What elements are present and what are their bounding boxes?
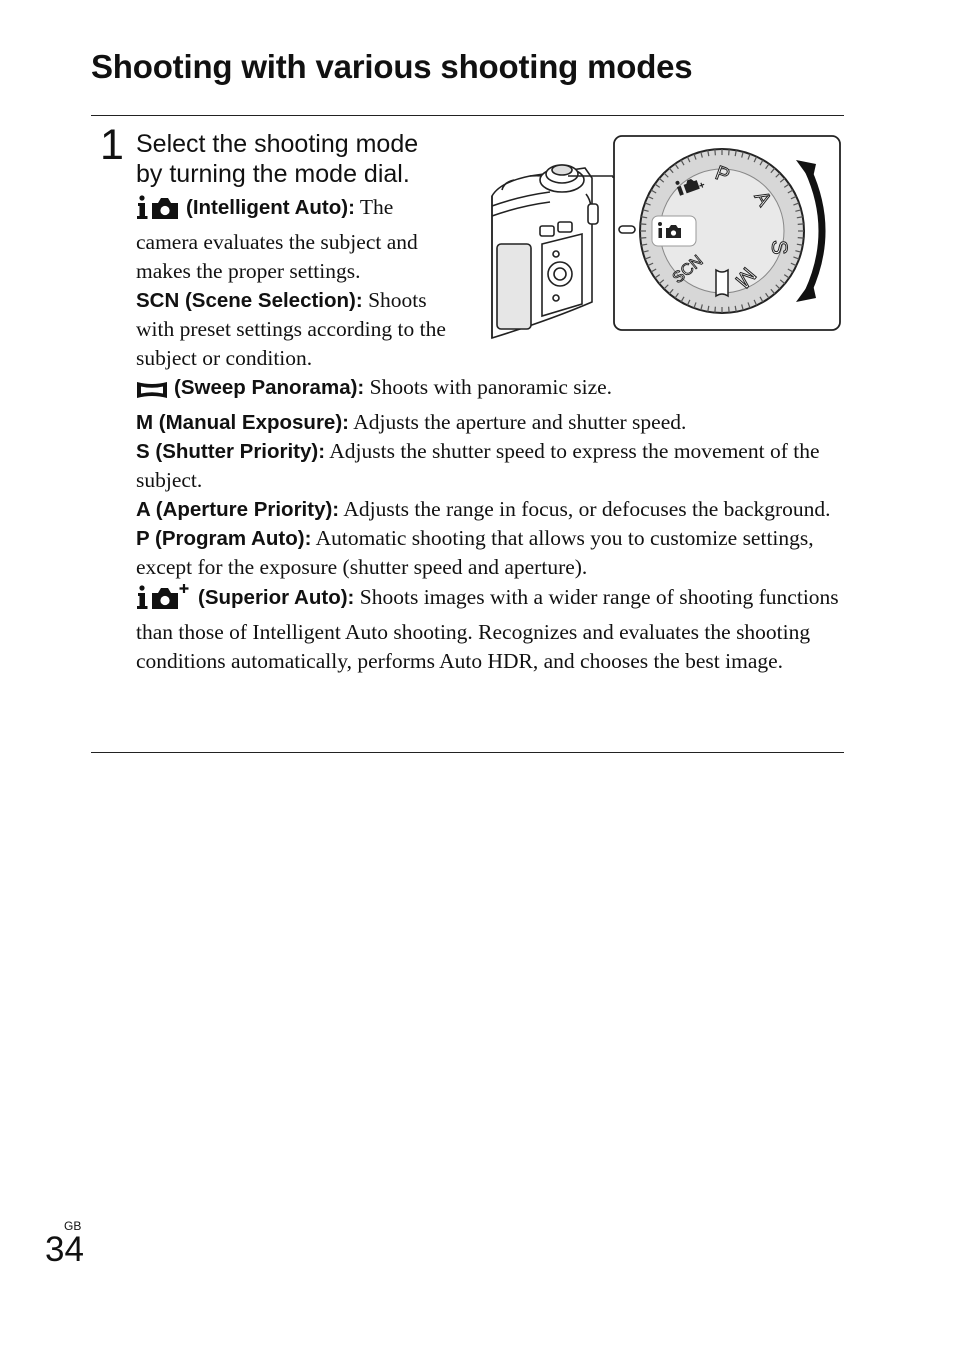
mode-label: (Intelligent Auto):: [186, 196, 355, 219]
region-code: GB: [64, 1219, 82, 1233]
mode-shutter-priority: [136, 437, 846, 495]
mode-scene-selection: [136, 286, 456, 373]
mode-aperture-priority: [136, 495, 846, 524]
mode-program-auto: [136, 524, 846, 582]
intelligent-auto-icon: [136, 194, 180, 228]
dial-sweep-panorama-icon: [716, 270, 728, 296]
mode-label: A (Aperture Priority):: [136, 498, 340, 521]
mode-text: Shoots with preset settings according to the subject or condition.: [136, 288, 446, 370]
dial-label-m: M: [730, 262, 762, 293]
bottom-rule: [91, 752, 844, 753]
step-line-2: by turning the mode dial.: [136, 160, 410, 188]
sweep-panorama-icon: [136, 379, 168, 408]
mode-dial-illustration: [490, 134, 842, 340]
mode-label: S (Shutter Priority):: [136, 440, 326, 463]
step-instruction: [136, 129, 476, 189]
dial-label-scn: SCN: [669, 252, 707, 288]
mode-text: Shoots images with a wider range of shooting functions than those of Intelligent Auto shooting. Recognizes and evaluates the shooting conditions automatically, performs Auto HDR, and chooses the best image.: [136, 585, 839, 673]
step-line-1: Select the shooting mode: [136, 130, 419, 158]
mode-label: SCN (Scene Selection):: [136, 289, 363, 312]
mode-label: M (Manual Exposure):: [136, 411, 349, 434]
mode-label: P (Program Auto):: [136, 527, 312, 550]
mode-label: (Sweep Panorama):: [174, 376, 365, 399]
mode-text: Automatic shooting that allows you to customize settings, except for the exposure (shutter speed and aperture).: [136, 526, 814, 579]
mode-text: Adjusts the aperture and shutter speed.: [353, 410, 687, 434]
mode-text: Adjusts the shutter speed to express the movement of the subject.: [136, 439, 820, 492]
dial-label-p: P: [712, 162, 733, 188]
mode-sweep-panorama: [136, 373, 846, 408]
dial-label-a: A: [749, 187, 776, 211]
mode-label: (Superior Auto):: [198, 586, 355, 609]
page-title: Shooting with various shooting modes: [91, 48, 693, 85]
mode-intelligent-auto: [136, 193, 456, 286]
mode-text: Shoots with panoramic size.: [369, 375, 613, 399]
page-number: 34: [45, 1230, 84, 1269]
superior-auto-icon: [136, 582, 192, 618]
step-number: 1: [100, 121, 124, 169]
mode-manual-exposure: [136, 408, 846, 437]
camera-body: [492, 165, 598, 338]
mode-text: The camera evaluates the subject and makes the proper settings.: [136, 195, 418, 283]
mode-superior-auto: [136, 582, 846, 676]
mode-text: Adjusts the range in focus, or defocuses the background.: [343, 497, 831, 521]
dial-label-s: S: [767, 240, 792, 255]
top-rule: [91, 115, 844, 116]
